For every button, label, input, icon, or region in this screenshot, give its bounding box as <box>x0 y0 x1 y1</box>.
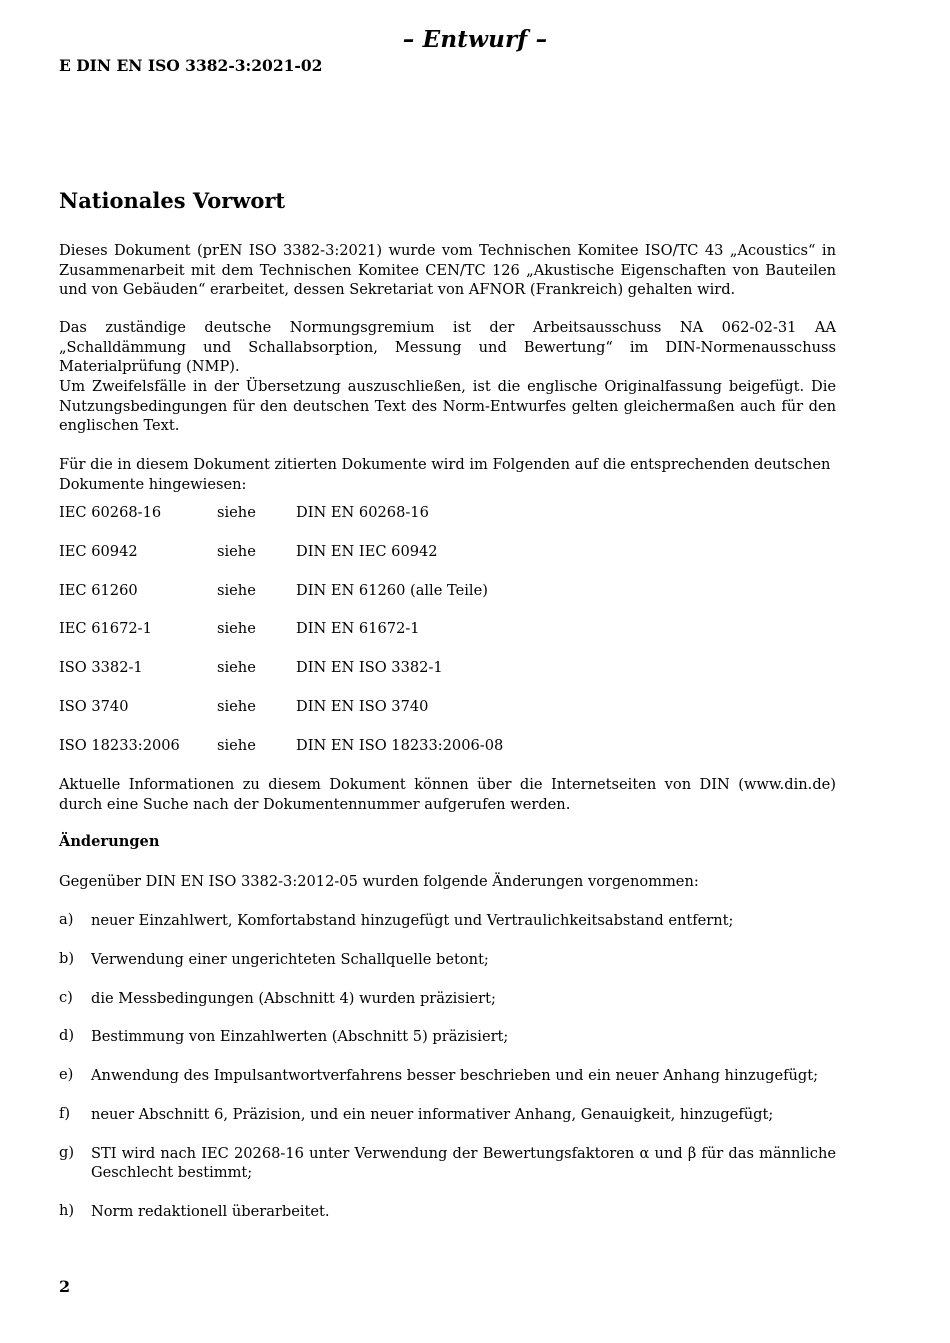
reference-target: DIN EN ISO 3382-1 <box>296 659 443 677</box>
list-item-letter: d) <box>59 1027 75 1045</box>
list-item <box>59 1144 836 1203</box>
reference-row <box>59 543 836 582</box>
changes-intro: Gegenüber DIN EN ISO 3382-3:2012-05 wurden folgende Änderungen vorgenommen: <box>59 873 699 890</box>
list-item-text: neuer Abschnitt 6, Präzision, und ein neuer informativer Anhang, Genauigkeit, hinzugefügt; <box>91 1105 774 1123</box>
list-item-letter: c) <box>59 988 73 1006</box>
reference-source: ISO 3740 <box>59 697 129 715</box>
reference-target: DIN EN ISO 3740 <box>296 697 429 715</box>
list-item-letter: b) <box>59 949 75 967</box>
list-item <box>59 1066 836 1105</box>
reference-target: DIN EN 60268-16 <box>296 504 429 521</box>
list-item-text: Anwendung des Impulsantwortverfahrens besser beschrieben und ein neuer Anhang hinzugefügt; <box>91 1067 819 1085</box>
list-item <box>59 1202 836 1241</box>
reference-see: siehe <box>217 581 256 599</box>
list-item <box>59 1105 836 1144</box>
reference-see: siehe <box>217 736 256 754</box>
draft-mark: – Entwurf – <box>402 26 548 53</box>
reference-row <box>59 698 836 737</box>
reference-row <box>59 659 836 698</box>
list-item-text: STI wird nach IEC 20268-16 unter Verwendung der Bewertungsfaktoren α und β für das männliche Geschlecht bestimmt; <box>91 1144 836 1182</box>
paragraph-translation: Um Zweifelsfälle in der Übersetzung auszuschließen, ist die englische Originalfassung beigefügt. Die Nutzungsbedingungen für den deutschen Text des Norm-Entwurfes gelten gleichermaßen auch für den englischen Text. <box>59 378 836 434</box>
list-item-letter: f) <box>59 1104 71 1122</box>
reference-see: siehe <box>217 659 256 677</box>
reference-source: IEC 60942 <box>59 542 138 560</box>
reference-target: DIN EN 61672-1 <box>296 620 420 638</box>
list-item <box>59 950 836 989</box>
reference-target: DIN EN ISO 18233:2006-08 <box>296 736 504 754</box>
document-id: E DIN EN ISO 3382-3:2021-02 <box>59 56 323 75</box>
paragraph-references-intro: Für die in diesem Dokument zitierten Dokumente wird im Folgenden auf die entsprechenden deutschen Dokumente hingewiesen: <box>59 456 831 493</box>
list-item-text: die Messbedingungen (Abschnitt 4) wurden präzisiert; <box>91 989 496 1007</box>
reference-see: siehe <box>217 697 256 715</box>
page-number: 2 <box>59 1277 71 1296</box>
reference-see: siehe <box>217 542 256 560</box>
reference-source: IEC 60268-16 <box>59 504 162 521</box>
list-item-text: Bestimmung von Einzahlwerten (Abschnitt 5) präzisiert; <box>91 1028 509 1046</box>
reference-source: ISO 18233:2006 <box>59 736 180 754</box>
list-item-letter: a) <box>59 911 74 928</box>
list-item-text: Verwendung einer ungerichteten Schallquelle betont; <box>91 950 489 968</box>
reference-row <box>59 620 836 659</box>
list-item <box>59 1027 836 1066</box>
list-item <box>59 989 836 1028</box>
reference-source: IEC 61260 <box>59 581 138 599</box>
paragraph-online-info: Aktuelle Informationen zu diesem Dokument können über die Internetseiten von DIN (www.din.de) durch eine Suche nach der Dokumentennummer aufgerufen werden. <box>59 776 836 813</box>
list-item-letter: g) <box>59 1143 75 1161</box>
reference-row <box>59 504 836 543</box>
reference-target: DIN EN 61260 (alle Teile) <box>296 581 488 599</box>
reference-see: siehe <box>217 504 256 521</box>
list-item <box>59 911 836 950</box>
reference-source: ISO 3382-1 <box>59 659 143 677</box>
reference-row <box>59 582 836 621</box>
reference-see: siehe <box>217 620 256 638</box>
list-item-text: Norm redaktionell überarbeitet. <box>91 1203 330 1221</box>
reference-row <box>59 737 836 776</box>
changes-list <box>59 911 836 1241</box>
paragraph-committee: Dieses Dokument (prEN ISO 3382-3:2021) wurde vom Technischen Komitee ISO/TC 43 „Acoustics“ in Zusammenarbeit mit dem Technischen Komitee CEN/TC 126 „Akustische Eigenschaften von Bauteilen und von Gebäuden“ erarbeitet, dessen Sekretariat von AFNOR (Frankreich) gehalten wird. <box>59 242 836 298</box>
list-item-letter: e) <box>59 1066 74 1084</box>
list-item-letter: h) <box>59 1202 75 1220</box>
paragraph-standards-body: Das zuständige deutsche Normungsgremium ist der Arbeitsausschuss NA 062-02-31 AA „Schalldämmung und Schallabsorption, Messung und Bewertung“ im DIN-Normenausschuss Materialprüfung (NMP). <box>59 319 836 375</box>
reference-source: IEC 61672-1 <box>59 620 152 638</box>
changes-heading: Änderungen <box>59 833 160 850</box>
reference-list <box>59 504 836 776</box>
page-title: Nationales Vorwort <box>59 188 286 213</box>
reference-target: DIN EN IEC 60942 <box>296 542 438 560</box>
list-item-text: neuer Einzahlwert, Komfortabstand hinzugefügt und Vertraulichkeitsabstand entfernt; <box>91 912 734 929</box>
